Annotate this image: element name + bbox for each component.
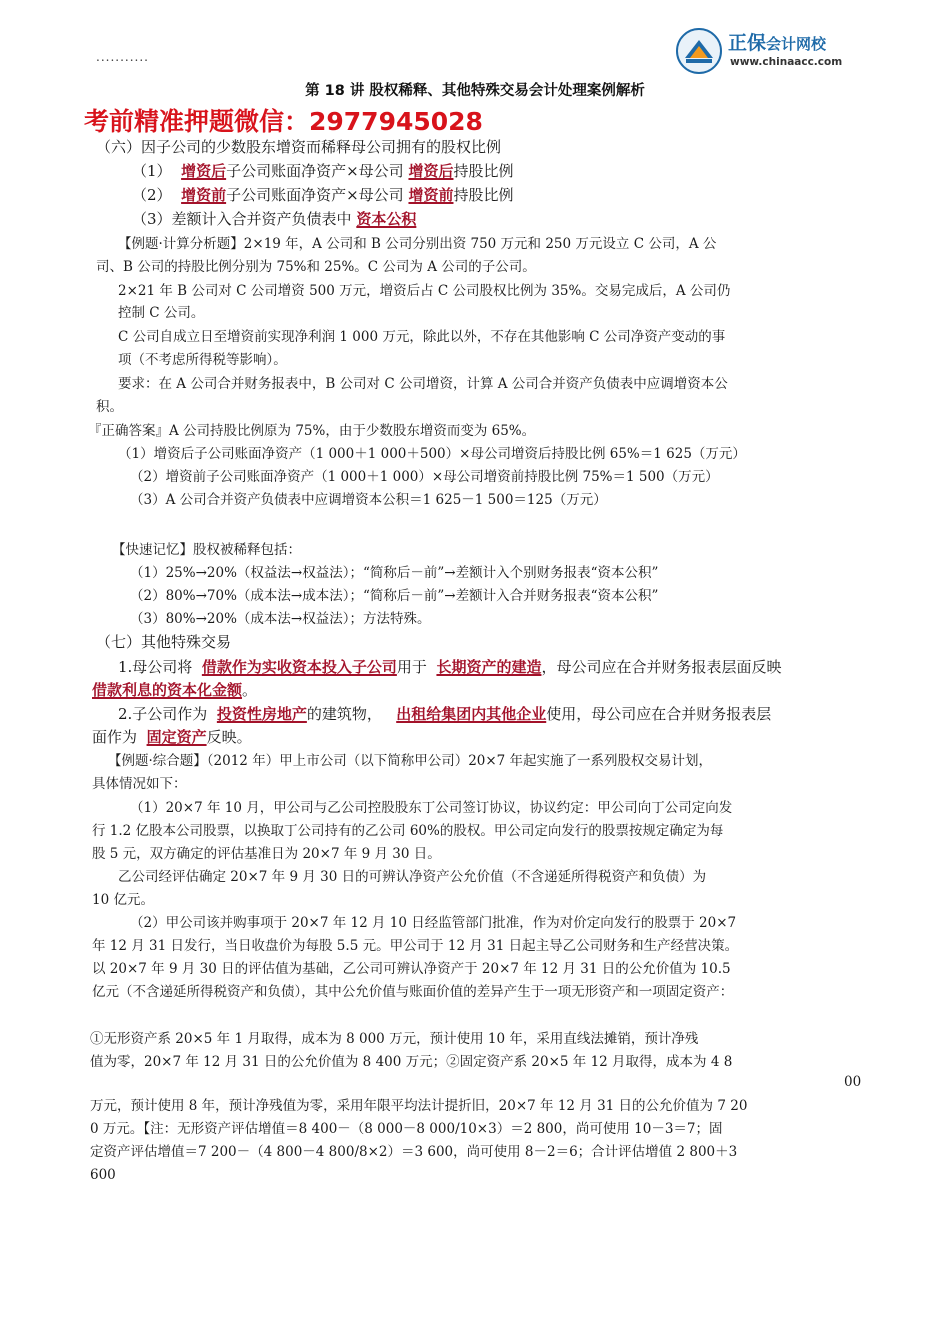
s2-end: 反映。 — [206, 728, 252, 746]
chinaacc-logo — [676, 24, 876, 78]
s1-keyword2: 长期资产的建造 — [436, 658, 542, 676]
ex1-line1b: 司、B 公司的持股比例分别为 75%和 25%。C 公司为 A 公司的子公司。 — [96, 259, 536, 275]
s2-keyword1: 投资性房地产 — [216, 705, 307, 723]
ex1-answer-2: （2）增资前子公司账面净资产（1 000＋1 000）×母公司增资前持股比例 75%＝1 500（万元） — [130, 469, 719, 485]
s2-prefix2: 面作为 — [92, 728, 138, 746]
item1-suffix: 持股比例 — [453, 162, 514, 180]
ex2-line2b: 行 1.2 亿股本公司股票，以换取丁公司持有的乙公司 60%的股权。甲公司定向发行的股票按规定确定为每 — [92, 823, 724, 839]
logo-brand-main: 正保 — [728, 32, 767, 54]
item1-keyword2: 增资后 — [408, 162, 454, 180]
item3-keyword: 资本公积 — [356, 210, 417, 228]
logo-url: www.chinaacc.com — [730, 56, 843, 68]
ex2-line3b: 10 亿元。 — [92, 892, 154, 908]
section7-item2-cont — [92, 727, 252, 747]
section7-heading: （七）其他特殊交易 — [96, 633, 232, 651]
ex1-answer-intro: 『正确答案』A 公司持股比例原为 75%，由于少数股东增资而变为 65%。 — [88, 423, 536, 439]
memory-item-2: （2）80%→70%（成本法→成本法）；“简称后－前”→差额计入合并财务报表“资本公积” — [130, 588, 659, 604]
page-title: 第 18 讲 股权稀释、其他特殊交易会计处理案例解析 — [305, 83, 645, 99]
item2-keyword1: 增资前 — [181, 186, 227, 204]
ex2-line4d: 亿元（不含递延所得税资产和负债），其中公允价值与账面价值的差异产生于一项无形资产和一项固定资产： — [92, 984, 734, 1000]
s2-prefix: 2.子公司作为 — [118, 705, 208, 723]
logo-brand-sub: 会计网校 — [766, 35, 827, 53]
s1-keyword1: 借款作为实收资本投入子公司 — [201, 658, 397, 676]
ex2-line5f: 定资产评估增值＝7 200－（4 800－4 800/8×2）＝3 600，尚可使用 8－2＝6；合计评估增值 2 800＋3 — [90, 1144, 738, 1160]
item2-mid: 子公司账面净资产×母公司 — [226, 186, 404, 204]
ex2-line2c: 股 5 元，双方确定的评估基准日为 20×7 年 9 月 30 日。 — [92, 846, 441, 862]
ex2-line4c: 以 20×7 年 9 月 30 日的评估值为基础，乙公司可辨认净资产于 20×7 年 12 月 31 日的公允价值为 10.5 — [92, 961, 731, 977]
ex2-line5e: 0 万元。【注：无形资产评估增值＝8 400－（8 000－8 000/10×3）＝2 800，尚可使用 10－3＝7；固 — [90, 1121, 723, 1137]
ex1-line4b: 积。 — [96, 399, 123, 415]
s2-mid: 的建筑物， — [306, 705, 382, 723]
ex2-line5d: 万元，预计使用 8 年，预计净残值为零，采用年限平均法计提折旧，20×7 年 12 月 31 日的公允价值为 7 20 — [90, 1098, 748, 1114]
ex1-answer-1: （1）增资后子公司账面净资产（1 000＋1 000＋500）×母公司增资后持股比例 65%＝1 625（万元） — [118, 446, 746, 462]
item1-keyword1: 增资后 — [181, 162, 227, 180]
promo-banner: 考前精准押题微信：2977945028 — [84, 107, 483, 136]
ex2-line1b: 具体情况如下： — [92, 776, 187, 792]
section7-item2 — [118, 704, 771, 724]
item3-prefix: （3）差额计入合并资产负债表中 — [132, 210, 352, 228]
ex1-line1a: 【例题·计算分析题】2×19 年，A 公司和 B 公司分别出资 750 万元和 250 万元设立 C 公司，A 公 — [118, 236, 717, 252]
header-top-left-text: ........... — [96, 50, 149, 64]
ex1-line2a: 2×21 年 B 公司对 C 公司增资 500 万元，增资后占 C 公司股权比例为 35%。交易完成后，A 公司仍 — [118, 283, 731, 299]
ex2-line5b: 值为零，20×7 年 12 月 31 日的公允价值为 8 400 万元；②固定资产系 20×5 年 12 月取得，成本为 4 8 — [90, 1054, 733, 1070]
ex2-line4b: 年 12 月 31 日发行，当日收盘价为每股 5.5 元。甲公司于 12 月 31 日起主导乙公司财务和生产经营决策。 — [92, 938, 739, 954]
ex2-line5a: ①无形资产系 20×5 年 1 月取得，成本为 8 000 万元，预计使用 10 年，采用直线法摊销，预计净残 — [90, 1031, 699, 1047]
item1-mid: 子公司账面净资产×母公司 — [226, 162, 404, 180]
s2-keyword3: 固定资产 — [146, 728, 207, 746]
ex1-line4a: 要求：在 A 公司合并财务报表中，B 公司对 C 公司增资，计算 A 公司合并资产负债表中应调增资本公 — [118, 376, 728, 392]
ex1-answer-3: （3）A 公司合并资产负债表中应调增资本公积＝1 625－1 500＝125（万元） — [130, 492, 607, 508]
s1-prefix: 1.母公司将 — [118, 658, 193, 676]
section6-item1 — [132, 161, 514, 181]
ex1-line3a: C 公司自成立日至增资前实现净利润 1 000 万元，除此以外，不存在其他影响 C 公司净资产变动的事 — [118, 329, 726, 345]
ex1-line3b: 项（不考虑所得税等影响）。 — [118, 352, 287, 368]
ex2-line4a: （2）甲公司该并购事项于 20×7 年 12 月 10 日经监管部门批准，作为对价定向发行的股票于 20×7 — [130, 915, 737, 931]
logo-brand-name — [728, 28, 826, 55]
ex2-line3a: 乙公司经评估确定 20×7 年 9 月 30 日的可辨认净资产公允价值（不含递延所得税资产和负债）为 — [118, 869, 707, 885]
s1-mid: 用于 — [396, 658, 427, 676]
s1-end: 。 — [242, 681, 258, 699]
memory-item-3: （3）80%→20%（成本法→权益法）；方法特殊。 — [130, 611, 431, 627]
memory-item-1: （1）25%→20%（权益法→权益法）；“简称后－前”→差额计入个别财务报表“资本公积” — [130, 565, 659, 581]
logo-emblem-icon — [676, 28, 722, 74]
section7-item1 — [118, 657, 781, 677]
ex2-line1a: 【例题·综合题】（2012 年）甲上市公司（以下简称甲公司）20×7 年起实施了一系列股权交易计划， — [108, 753, 713, 769]
s2-keyword2: 出租给集团内其他企业 — [396, 705, 547, 723]
ex2-line5c: 00 — [844, 1074, 862, 1090]
section7-item1-cont — [92, 680, 257, 700]
item2-keyword2: 增资前 — [408, 186, 454, 204]
ex2-line5g: 600 — [90, 1167, 116, 1183]
memory-title: 【快速记忆】股权被稀释包括： — [112, 542, 301, 558]
s1-post: ，母公司应在合并财务报表层面反映 — [541, 658, 782, 676]
ex1-line2b: 控制 C 公司。 — [118, 305, 205, 321]
item2-prefix: （2） — [132, 186, 172, 204]
s1-keyword3: 借款利息的资本化金额 — [92, 681, 243, 699]
section6-item2 — [132, 185, 514, 205]
ex2-line2a: （1）20×7 年 10 月，甲公司与乙公司控股股东丁公司签订协议，协议约定：甲公司向丁公司定向发 — [130, 800, 733, 816]
section6-item3 — [132, 209, 416, 229]
section6-heading: （六）因子公司的少数股东增资而稀释母公司拥有的股权比例 — [96, 138, 502, 156]
item2-suffix: 持股比例 — [453, 186, 514, 204]
item1-prefix: （1） — [132, 162, 172, 180]
s2-post: 使用，母公司应在合并财务报表层 — [546, 705, 772, 723]
